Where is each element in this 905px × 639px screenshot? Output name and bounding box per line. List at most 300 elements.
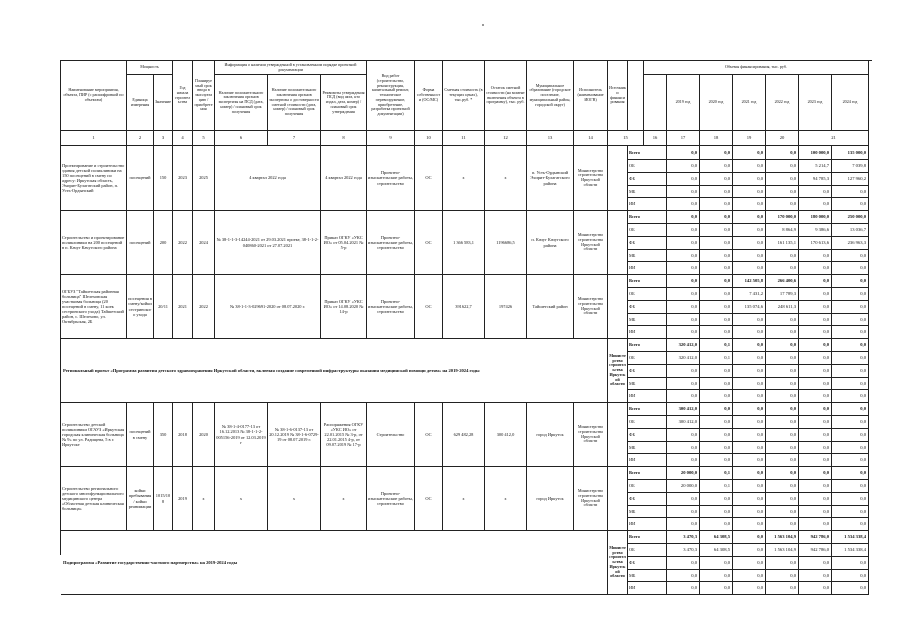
amount-cell: 0,0: [667, 211, 700, 224]
amount-cell: 100 000,0: [799, 146, 832, 160]
amount-cell: 0,0: [799, 557, 832, 570]
column-number: 14: [574, 131, 608, 146]
amount-cell: 0,0: [799, 403, 832, 416]
amount-cell: 0,0: [700, 429, 733, 442]
object-municipality: Тайшетский район: [527, 275, 574, 339]
amount-cell: 0,0: [832, 365, 869, 378]
amount-cell: 9 386,6: [799, 224, 832, 237]
amount-cell: 0,0: [766, 480, 799, 493]
object-executor: Министерство строительства Иркутской области: [574, 403, 608, 467]
amount-cell: 0,0: [799, 250, 832, 262]
amount-cell: 0,0: [667, 326, 700, 339]
object-ownership: ОС: [415, 467, 443, 531]
header-est-cost: Сметная стоимость (в текущих ценах), тыс.руб. *: [443, 61, 485, 131]
amount-cell: 0,0: [700, 186, 733, 198]
amount-cell: 0,0: [766, 314, 799, 326]
amount-cell: 0,0: [667, 198, 700, 211]
object-docs-a: x: [215, 467, 268, 531]
amount-cell: 0,0: [766, 390, 799, 403]
amount-cell: 236 963,3: [832, 237, 869, 250]
amount-cell: 0,0: [667, 314, 700, 326]
column-number: 5: [193, 131, 215, 146]
amount-cell: 0,0: [832, 506, 869, 518]
source-label: ИИ: [628, 582, 667, 595]
amount-cell: 7 039,8: [832, 160, 869, 173]
object-remaining: 1196686,5: [485, 211, 527, 275]
page-mark: [482, 24, 484, 26]
column-number: 17: [667, 131, 700, 146]
source-label: Всего: [628, 403, 667, 416]
amount-cell: 0,0: [700, 557, 733, 570]
object-remaining: 197426: [485, 275, 527, 339]
header-executor: Исполнитель (наименование ИОГВ): [574, 61, 608, 131]
amount-cell: 0,0: [667, 301, 700, 314]
amount-cell: 0,0: [733, 416, 766, 429]
source-label: ФБ: [628, 429, 667, 442]
amount-cell: 0,0: [799, 429, 832, 442]
amount-cell: 127 960,2: [832, 173, 869, 186]
amount-cell: 0,0: [799, 582, 832, 595]
amount-cell: 0,0: [832, 518, 869, 531]
amount-cell: 0,0: [733, 480, 766, 493]
object-planned: 2025: [193, 146, 215, 211]
amount-cell: 0,0: [733, 186, 766, 198]
amount-cell: 0,0: [733, 544, 766, 557]
amount-cell: 0,0: [766, 146, 799, 160]
object-docs-a: № 38-1-4-0177-13 от 16.12.2013 № 38-1-1-2-005156-2019 от 12.03.2019 г: [215, 403, 268, 467]
amount-cell: 0,0: [832, 378, 869, 390]
object-ownership: ОС: [415, 211, 443, 275]
column-number: 18: [700, 131, 733, 146]
header-year: 2021 год: [733, 75, 766, 131]
amount-cell: 0,0: [667, 557, 700, 570]
amount-cell: 300 412,0: [667, 416, 700, 429]
amount-cell: 0,0: [733, 339, 766, 352]
amount-cell: 0,0: [766, 339, 799, 352]
program-title: Региональный проект «Программа развития детского здравоохранения Иркутской области, включая создание современной инфраструктуры оказания медицинской помощи детям» на 2019-2024 годы: [61, 339, 608, 403]
amount-cell: 0,1: [700, 352, 733, 365]
amount-cell: 0,0: [766, 365, 799, 378]
header-docs-info: Информация о наличии утвержденной в установленном порядке проектной документации: [215, 61, 367, 75]
object-name: ОГБУЗ "Тайшетская районная больница" Шелеховская участковая больница (20 посещений в смену, 11 коек сестринского ухода) Тайшетский район, с. Шелехово, ул. Октябрьская, 2Б: [61, 275, 127, 339]
amount-cell: 0,0: [799, 454, 832, 467]
column-number: 4: [173, 131, 193, 146]
source-label: Всего: [628, 211, 667, 224]
spacer-cell: [608, 146, 628, 211]
amount-cell: 0,0: [700, 365, 733, 378]
header-value: Значение: [154, 75, 173, 131]
amount-cell: 0,0: [799, 480, 832, 493]
amount-cell: 0,0: [799, 467, 832, 480]
amount-cell: 0,0: [700, 518, 733, 531]
object-cost: 391622,7: [443, 275, 485, 339]
column-number: 9: [367, 131, 415, 146]
amount-cell: 0,0: [799, 262, 832, 275]
amount-cell: 0,0: [700, 582, 733, 595]
object-year-start: 2022: [173, 211, 193, 275]
object-value: 1015/108: [154, 467, 173, 531]
amount-cell: 0,0: [832, 480, 869, 493]
amount-cell: 0,0: [766, 429, 799, 442]
amount-cell: 0,0: [667, 237, 700, 250]
amount-cell: 0,0: [766, 160, 799, 173]
amount-cell: 0,0: [832, 403, 869, 416]
header-unit: Единица измерения: [127, 75, 154, 131]
amount-cell: 0,0: [733, 365, 766, 378]
amount-cell: 0,0: [733, 250, 766, 262]
object-name: Проектирование и строительство здания детской поликлиники на 150 посещений в смену по адресу: Иркутская область, Эхирит-Булагатский район, п. Усть-Ордынский: [61, 146, 127, 211]
amount-cell: 0,0: [733, 429, 766, 442]
object-unit: посещений в смену: [127, 403, 154, 467]
column-number: 21: [799, 131, 869, 146]
amount-cell: 0,0: [667, 146, 700, 160]
spacer-cell: [608, 211, 628, 275]
source-label: МБ: [628, 314, 667, 326]
amount-cell: 0,0: [766, 582, 799, 595]
object-executor: Министерство строительства Иркутской области: [574, 146, 608, 211]
source-label: Всего: [628, 146, 667, 160]
object-docs: № 38-1-1-3-14244-2021 от 29.03.2021 проект, 38-1-1-2-040860-2021 от 27.07.2021: [215, 211, 321, 275]
amount-cell: 0,0: [766, 493, 799, 506]
amount-cell: 320 412,0: [667, 352, 700, 365]
amount-cell: 0,0: [832, 186, 869, 198]
source-label: ФБ: [628, 365, 667, 378]
object-executor: Министерство строительства Иркутской области: [574, 211, 608, 275]
object-docs-c: x: [321, 467, 367, 531]
amount-cell: 0,0: [700, 146, 733, 160]
amount-cell: 170 000,0: [766, 211, 799, 224]
amount-cell: 0,0: [766, 416, 799, 429]
amount-cell: 0,0: [799, 198, 832, 211]
amount-cell: 0,0: [832, 416, 869, 429]
amount-cell: 0,1: [700, 339, 733, 352]
amount-cell: 0,0: [766, 467, 799, 480]
amount-cell: 0,0: [667, 518, 700, 531]
header-power: Мощность: [127, 61, 173, 75]
amount-cell: 0,0: [733, 582, 766, 595]
source-label: Всего: [628, 339, 667, 352]
amount-cell: 0,0: [667, 454, 700, 467]
object-executor: Министерство строительства Иркутской области: [574, 467, 608, 531]
header-year: 2020 год: [700, 75, 733, 131]
amount-cell: 0,0: [832, 582, 869, 595]
amount-cell: 17 789,3: [766, 288, 799, 301]
amount-cell: 0,0: [700, 390, 733, 403]
amount-cell: 0,0: [799, 301, 832, 314]
column-number: 6: [215, 131, 268, 146]
amount-cell: 0,0: [667, 186, 700, 198]
column-number: 1: [61, 131, 127, 146]
source-label: ОБ: [628, 224, 667, 237]
spacer-cell: [644, 75, 667, 131]
source-label: Всего: [628, 531, 667, 544]
object-value: 350: [154, 403, 173, 467]
amount-cell: 5 214,7: [799, 160, 832, 173]
amount-cell: 0,0: [832, 250, 869, 262]
amount-cell: 0,0: [667, 429, 700, 442]
financing-table: [60, 60, 872, 591]
amount-cell: 942 786,0: [799, 531, 832, 544]
amount-cell: 0,0: [667, 288, 700, 301]
amount-cell: 0,0: [700, 570, 733, 582]
amount-cell: 0,0: [667, 250, 700, 262]
amount-cell: 320 412,0: [667, 339, 700, 352]
object-docs-c: Приказ ОГКУ «УКС ИО» от 05.04.2021 № 5-р: [321, 211, 367, 275]
amount-cell: 0,0: [700, 262, 733, 275]
amount-cell: 0,0: [766, 570, 799, 582]
amount-cell: 0,0: [832, 467, 869, 480]
header-source: Источники финансирования: [608, 61, 628, 131]
amount-cell: 0,0: [766, 454, 799, 467]
amount-cell: 0,0: [733, 493, 766, 506]
amount-cell: 1 563 104,9: [766, 531, 799, 544]
amount-cell: 135 074,6: [733, 301, 766, 314]
header-funding: Объемы финансирования, тыс. руб.: [644, 61, 869, 75]
amount-cell: 94 785,3: [799, 173, 832, 186]
amount-cell: 0,0: [766, 173, 799, 186]
amount-cell: 0,0: [799, 314, 832, 326]
header-year-start: Год начала строительства: [173, 61, 193, 131]
amount-cell: 20 000,0: [667, 467, 700, 480]
column-number: 11: [443, 131, 485, 146]
object-year-start: 2023: [173, 146, 193, 211]
source-label: ФБ: [628, 493, 667, 506]
amount-cell: 0,0: [799, 493, 832, 506]
amount-cell: 0,0: [700, 211, 733, 224]
amount-cell: 0,0: [733, 146, 766, 160]
amount-cell: 0,0: [700, 493, 733, 506]
amount-cell: 0,0: [667, 173, 700, 186]
object-cost: 629 482,28: [443, 403, 485, 467]
source-label: МБ: [628, 442, 667, 454]
amount-cell: 0,0: [733, 326, 766, 339]
header-municipality: Муниципальное образование (городское поселение, муниципальный район, городской округ): [527, 61, 574, 131]
amount-cell: 0,0: [832, 442, 869, 454]
header-year: 2024 год: [832, 75, 869, 131]
amount-cell: 0,0: [700, 173, 733, 186]
amount-cell: 0,0: [832, 262, 869, 275]
amount-cell: 0,0: [766, 378, 799, 390]
program-executor: Министерство строительства Иркутской области: [608, 531, 628, 595]
column-number: 16: [644, 131, 667, 146]
source-label: ИИ: [628, 326, 667, 339]
program-executor: Министерство строительства Иркутской области: [608, 339, 628, 403]
amount-cell: 0,0: [700, 224, 733, 237]
amount-cell: 0,0: [766, 557, 799, 570]
amount-cell: 0,0: [766, 403, 799, 416]
amount-cell: 0,0: [832, 454, 869, 467]
amount-cell: 0,0: [832, 275, 869, 288]
object-name: Строительство регионального детского многофункционального медицинского центра «Областная детская клиническая больница»: [61, 467, 127, 531]
amount-cell: 0,0: [766, 250, 799, 262]
amount-cell: 3 470,3: [667, 544, 700, 557]
amount-cell: 0,0: [766, 186, 799, 198]
object-docs-c: Приказ ОГКУ «УКС ИО» от 14.08.2020 № 14-р: [321, 275, 367, 339]
source-label: Всего: [628, 467, 667, 480]
column-number: 15: [608, 131, 644, 146]
object-municipality: п. Качуг Качугского района: [527, 211, 574, 275]
source-label: МБ: [628, 378, 667, 390]
amount-cell: 0,0: [799, 390, 832, 403]
amount-cell: 0,0: [799, 186, 832, 198]
amount-cell: 0,0: [766, 442, 799, 454]
amount-cell: 0,0: [700, 454, 733, 467]
amount-cell: 0,0: [766, 326, 799, 339]
amount-cell: 13 036,7: [832, 224, 869, 237]
header-ownership: Форма собственности (ОС/МС): [415, 61, 443, 131]
spacer-cell: [628, 61, 644, 131]
amount-cell: 300 412,0: [667, 403, 700, 416]
source-label: ФБ: [628, 173, 667, 186]
amount-cell: 248 611,3: [766, 301, 799, 314]
object-unit: посещений: [127, 211, 154, 275]
amount-cell: 0,0: [799, 326, 832, 339]
header-year: 2023 год: [799, 75, 832, 131]
source-label: МБ: [628, 506, 667, 518]
object-docs-c: Распоряжения ОГКУ «УКС ИО» от 22.01.2015 № 3-р, от 22.01.2015 4-р, от 09.07.2019 № 17-р: [321, 403, 367, 467]
amount-cell: 0,0: [799, 288, 832, 301]
amount-cell: 0,0: [700, 403, 733, 416]
amount-cell: 0,0: [733, 352, 766, 365]
amount-cell: 0,0: [766, 352, 799, 365]
amount-cell: 0,0: [733, 442, 766, 454]
amount-cell: 0,0: [799, 378, 832, 390]
header-remaining: Остаток сметной стоимости (на момент включения объекта в программу), тыс. руб.: [485, 61, 527, 131]
amount-cell: 0,0: [733, 173, 766, 186]
amount-cell: 0,0: [832, 288, 869, 301]
source-label: ОБ: [628, 544, 667, 557]
amount-cell: 0,0: [700, 237, 733, 250]
amount-cell: 0,0: [667, 506, 700, 518]
amount-cell: 0,0: [766, 198, 799, 211]
amount-cell: 0,0: [700, 442, 733, 454]
amount-cell: 0,0: [832, 352, 869, 365]
amount-cell: 7 431,2: [733, 288, 766, 301]
amount-cell: 0,0: [667, 275, 700, 288]
amount-cell: 942 786,0: [799, 544, 832, 557]
source-label: ИИ: [628, 518, 667, 531]
amount-cell: 0,0: [733, 518, 766, 531]
source-label: МБ: [628, 570, 667, 582]
amount-cell: 0,0: [733, 454, 766, 467]
amount-cell: 0,0: [700, 160, 733, 173]
source-label: ОБ: [628, 160, 667, 173]
source-label: МБ: [628, 250, 667, 262]
amount-cell: 0,1: [700, 480, 733, 493]
object-ownership: ОС: [415, 146, 443, 211]
amount-cell: 0,0: [667, 224, 700, 237]
amount-cell: 64 308,5: [700, 544, 733, 557]
object-docs: № 38-1-1-3-029691-2020 от 08.07.2020 г.: [215, 275, 321, 339]
object-value: 200: [154, 211, 173, 275]
object-name: Строительство и проектирование поликлиники на 200 посещений в п. Качуг Качугского района: [61, 211, 127, 275]
amount-cell: 0,0: [733, 224, 766, 237]
amount-cell: 8 864,9: [766, 224, 799, 237]
spacer-cell: [608, 403, 628, 467]
source-label: ФБ: [628, 237, 667, 250]
amount-cell: 0,0: [799, 518, 832, 531]
amount-cell: 0,0: [733, 211, 766, 224]
amount-cell: 0,0: [832, 390, 869, 403]
source-label: ФБ: [628, 557, 667, 570]
header-docs-b: Наличие положительного заключения органов экспертизы о достоверности сметной стоимости (дата, номер) / плановый срок получения: [268, 75, 321, 131]
amount-cell: 0,0: [799, 442, 832, 454]
amount-cell: 161 135,1: [766, 237, 799, 250]
amount-cell: 0,0: [733, 378, 766, 390]
source-label: ОБ: [628, 480, 667, 493]
amount-cell: 0,0: [700, 416, 733, 429]
object-work: Проектно-изыскательские работы, строительство: [367, 275, 415, 339]
object-value: 150: [154, 146, 173, 211]
column-number: 19: [733, 131, 766, 146]
amount-cell: 0,0: [733, 160, 766, 173]
header-docs-a: Наличие положительного заключения органов экспертизы на ПСД (дата, номер) / плановый срок получения: [215, 75, 268, 131]
source-label: ФБ: [628, 301, 667, 314]
source-label: ОБ: [628, 288, 667, 301]
object-planned: x: [193, 467, 215, 531]
object-work: Проектно-изыскательские работы, строительство: [367, 211, 415, 275]
source-label: ОБ: [628, 416, 667, 429]
spacer-cell: [608, 467, 628, 531]
amount-cell: 0,0: [700, 250, 733, 262]
header-planned: Планируемый срок ввода в эксплуатацию / приобретения: [193, 61, 215, 131]
amount-cell: 0,0: [700, 301, 733, 314]
object-unit: койки пребывания / койки реанимации: [127, 467, 154, 531]
amount-cell: 0,0: [799, 416, 832, 429]
column-number: 13: [527, 131, 574, 146]
amount-cell: 0,0: [832, 429, 869, 442]
amount-cell: 0,0: [733, 403, 766, 416]
amount-cell: 0,0: [832, 314, 869, 326]
amount-cell: 0,0: [733, 314, 766, 326]
amount-cell: 0,0: [733, 237, 766, 250]
amount-cell: 1 534 338,4: [832, 531, 869, 544]
object-docs-b: x: [268, 467, 321, 531]
object-unit: посещения в смену/койки сестринского ухода: [127, 275, 154, 339]
object-work: Строительство: [367, 403, 415, 467]
amount-cell: 135 000,0: [832, 146, 869, 160]
object-executor: Министерство строительства Иркутской области: [574, 275, 608, 339]
amount-cell: 3 470,3: [667, 531, 700, 544]
amount-cell: 0,0: [700, 275, 733, 288]
amount-cell: 0,0: [766, 506, 799, 518]
amount-cell: 0,0: [667, 262, 700, 275]
object-planned: 2020: [193, 403, 215, 467]
amount-cell: 0,0: [832, 326, 869, 339]
amount-cell: 0,0: [667, 442, 700, 454]
amount-cell: 142 505,8: [733, 275, 766, 288]
amount-cell: 0,0: [700, 288, 733, 301]
object-municipality: город Иркутск: [527, 403, 574, 467]
amount-cell: 0,0: [733, 390, 766, 403]
amount-cell: 0,0: [766, 262, 799, 275]
object-municipality: город Иркутск: [527, 467, 574, 531]
amount-cell: 0,0: [700, 378, 733, 390]
column-number: 7: [268, 131, 321, 146]
object-municipality: п. Усть-Ордынский Эхирит-Булагатского района: [527, 146, 574, 211]
source-label: ИИ: [628, 454, 667, 467]
amount-cell: 0,0: [766, 518, 799, 531]
amount-cell: 0,0: [799, 365, 832, 378]
source-label: ИИ: [628, 390, 667, 403]
amount-cell: 0,0: [832, 493, 869, 506]
source-label: ИИ: [628, 198, 667, 211]
object-year-start: 2018: [173, 403, 193, 467]
object-remaining: x: [485, 467, 527, 531]
object-remaining: 300 412,0: [485, 403, 527, 467]
amount-cell: 250 000,0: [832, 211, 869, 224]
amount-cell: 0,0: [700, 198, 733, 211]
